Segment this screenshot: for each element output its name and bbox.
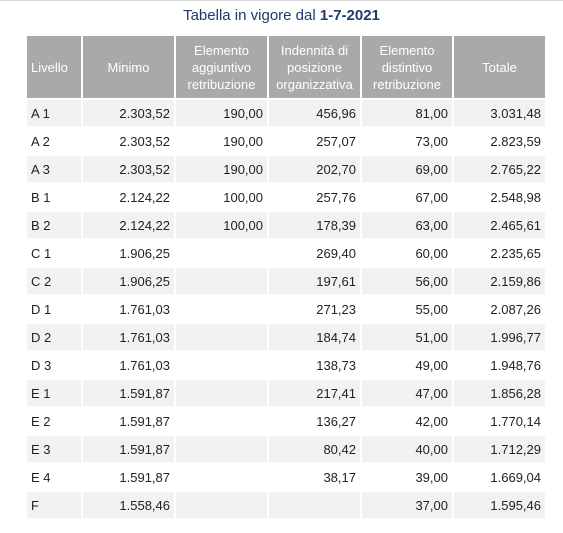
table-cell: 257,76 [269,184,360,210]
table-cell: 42,00 [362,408,452,434]
header-elemento-distintivo: Elemento distintivo retribuzione [362,36,452,98]
table-cell [176,492,267,518]
table-cell: 1.906,25 [83,268,174,294]
table-cell: 1.996,77 [454,324,545,350]
table-row [27,324,545,350]
table-cell: A 3 [27,156,81,182]
caption-prefix: Tabella in vigore dal [183,7,320,24]
top-divider [0,0,563,1]
table-cell: 217,41 [269,380,360,406]
table-caption [0,6,563,26]
table-row [27,352,545,378]
table-cell: 81,00 [362,100,452,126]
table-cell: 2.303,52 [83,128,174,154]
table-cell: 1.591,87 [83,408,174,434]
table-row [27,380,545,406]
table-cell: 55,00 [362,296,452,322]
table-cell: 184,74 [269,324,360,350]
header-livello: Livello [27,36,81,98]
table-cell: 100,00 [176,212,267,238]
header-elemento-aggiuntivo: Elemento aggiuntivo retribuzione [176,36,267,98]
table-cell: 49,00 [362,352,452,378]
table-cell: A 1 [27,100,81,126]
table-cell: 38,17 [269,464,360,490]
salary-table [25,34,547,520]
table-cell: 1.595,46 [454,492,545,518]
table-row [27,464,545,490]
table-cell: 2.235,65 [454,240,545,266]
table-row [27,296,545,322]
table-cell: 2.124,22 [83,212,174,238]
table-cell: 269,40 [269,240,360,266]
table-cell: 2.159,86 [454,268,545,294]
table-cell: 197,61 [269,268,360,294]
table-cell [176,268,267,294]
table-cell: C 1 [27,240,81,266]
table-cell: 47,00 [362,380,452,406]
table-cell: 1.591,87 [83,436,174,462]
table-cell: 190,00 [176,156,267,182]
table-cell: 1.591,87 [83,380,174,406]
table-cell: 271,23 [269,296,360,322]
table-row [27,100,545,126]
table-row [27,156,545,182]
table-cell: 73,00 [362,128,452,154]
table-row [27,408,545,434]
table-cell: D 2 [27,324,81,350]
header-row [27,36,545,98]
table-cell: 69,00 [362,156,452,182]
table-cell: 100,00 [176,184,267,210]
table-cell: D 1 [27,296,81,322]
table-cell: 2.303,52 [83,100,174,126]
table-cell [176,464,267,490]
table-cell: 138,73 [269,352,360,378]
table-cell: 67,00 [362,184,452,210]
table-cell: 60,00 [362,240,452,266]
table-cell: 2.823,59 [454,128,545,154]
table-cell: E 4 [27,464,81,490]
table-cell: E 3 [27,436,81,462]
table-row [27,212,545,238]
table-cell: 2.465,61 [454,212,545,238]
table-cell: 190,00 [176,128,267,154]
table-cell: 190,00 [176,100,267,126]
table-cell: C 2 [27,268,81,294]
table-cell: 51,00 [362,324,452,350]
table-cell: 56,00 [362,268,452,294]
table-cell: 2.303,52 [83,156,174,182]
table-cell: 1.591,87 [83,464,174,490]
table-row [27,184,545,210]
header-minimo: Minimo [83,36,174,98]
table-cell: 37,00 [362,492,452,518]
table-cell: 1.906,25 [83,240,174,266]
header-totale: Totale [454,36,545,98]
caption-date: 1-7-2021 [319,7,380,24]
table-cell [269,492,360,518]
table-cell: F [27,492,81,518]
table-cell: 63,00 [362,212,452,238]
table-cell: 2.087,26 [454,296,545,322]
table-cell: 1.761,03 [83,352,174,378]
table-cell: 1.948,76 [454,352,545,378]
table-cell: 80,42 [269,436,360,462]
table-cell: 1.712,29 [454,436,545,462]
table-cell: 2.548,98 [454,184,545,210]
table-cell: 1.770,14 [454,408,545,434]
table-cell: 178,39 [269,212,360,238]
table-cell: 2.124,22 [83,184,174,210]
table-cell: B 1 [27,184,81,210]
table-cell [176,296,267,322]
table-cell: B 2 [27,212,81,238]
table-cell: 1.761,03 [83,324,174,350]
table-row [27,436,545,462]
table-cell: 3.031,48 [454,100,545,126]
table-cell [176,380,267,406]
table-cell: 257,07 [269,128,360,154]
table-cell: 136,27 [269,408,360,434]
header-indennita: Indennità di posizione organizzativa [269,36,360,98]
table-cell: 202,70 [269,156,360,182]
table-cell [176,324,267,350]
table-cell: A 2 [27,128,81,154]
table-cell: 1.761,03 [83,296,174,322]
table-cell: E 1 [27,380,81,406]
table-cell [176,240,267,266]
table-cell: 1.669,04 [454,464,545,490]
table-row [27,240,545,266]
table-cell: E 2 [27,408,81,434]
table-row [27,492,545,518]
table-row [27,128,545,154]
table-cell [176,352,267,378]
table-cell: 40,00 [362,436,452,462]
table-cell: 456,96 [269,100,360,126]
table-cell: 1.558,46 [83,492,174,518]
table-cell [176,436,267,462]
table-cell: 2.765,22 [454,156,545,182]
table-cell: 39,00 [362,464,452,490]
table-row [27,268,545,294]
table-cell [176,408,267,434]
table-cell: 1.856,28 [454,380,545,406]
table-cell: D 3 [27,352,81,378]
